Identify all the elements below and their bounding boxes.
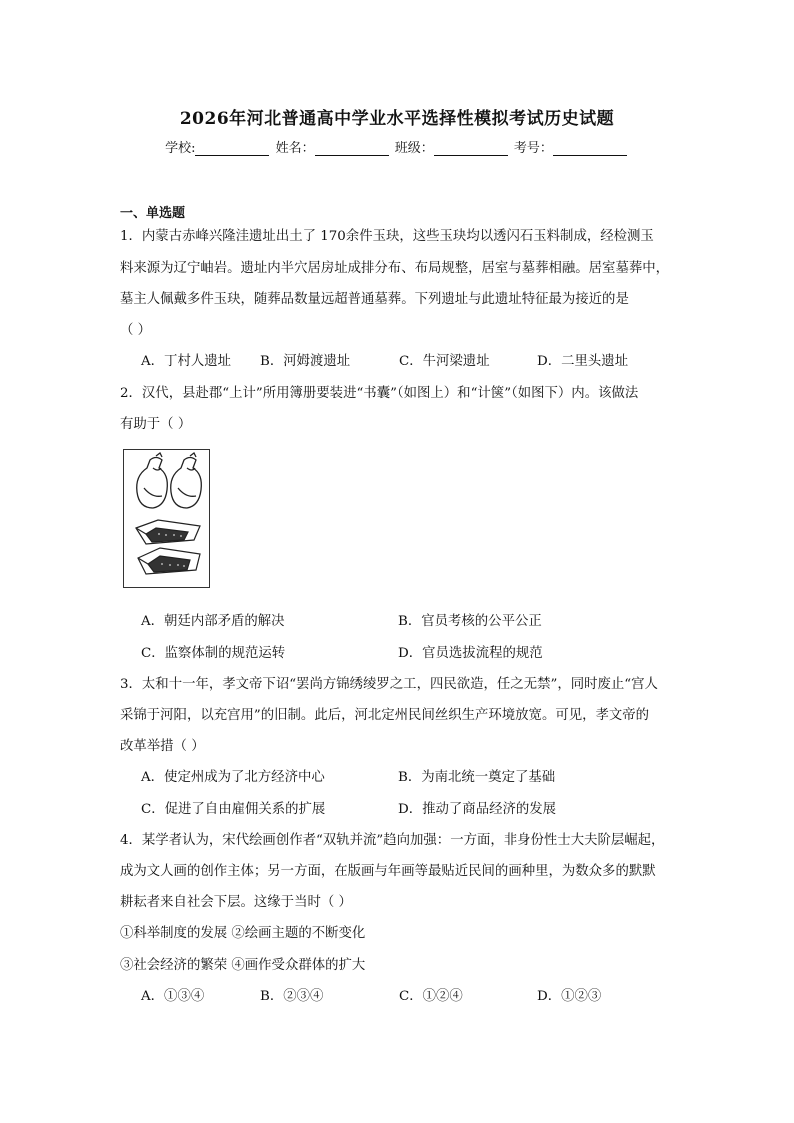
class-label: 班级： xyxy=(394,141,434,156)
q4-option-a: A．①③④ xyxy=(141,989,205,1004)
q3-option-d: D．推动了商品经济的发展 xyxy=(398,802,557,817)
school-label: 学校: xyxy=(165,141,196,156)
exam-no-label: 考号： xyxy=(513,141,553,156)
q4-line-5: ③社会经济的繁荣 ④画作受众群体的扩大 xyxy=(120,958,366,973)
school-blank xyxy=(195,141,269,156)
q4-line-1: 4．某学者认为，宋代绘画创作者“双轨并流”趋向加强：一方面，非身份性士大夫阶层崛起， xyxy=(120,833,665,848)
q3-option-a: A．使定州成为了北方经济中心 xyxy=(141,770,325,785)
q3-option-c: C．促进了自由雇佣关系的扩展 xyxy=(141,802,326,817)
q4-line-2: 成为文人画的创作主体；另一方面，在版画与年画等最贴近民间的画种里，为数众多的默默 xyxy=(120,864,656,879)
q2-option-b: B．官员考核的公平公正 xyxy=(398,614,542,629)
q1-option-a: A．丁村人遗址 xyxy=(141,354,232,369)
q4-option-b: B．②③④ xyxy=(260,989,324,1004)
q1-option-d: D．二里头遗址 xyxy=(537,354,629,369)
q4-option-c: C．①②④ xyxy=(399,989,463,1004)
q4-option-d: D．①②③ xyxy=(537,989,602,1004)
class-blank xyxy=(434,141,508,156)
q4-line-4: ①科举制度的发展 ②绘画主题的不断变化 xyxy=(120,926,366,941)
section-title: 一、单选题 xyxy=(120,206,186,221)
book-bag-figure xyxy=(123,449,210,588)
q1-line-1: 1．内蒙古赤峰兴隆洼遗址出土了 170余件玉玦，这些玉玦均以透闪石玉料制成，经检测玉 xyxy=(120,229,654,244)
q3-line-2: 采锦于河阳，以充宫用”的旧制。此后，河北定州民间丝织生产环境放宽。可见，孝文帝的 xyxy=(120,708,650,723)
book-bag-and-basket-illustration xyxy=(124,450,209,587)
exam-no-blank xyxy=(553,141,627,156)
student-info-row xyxy=(0,137,794,156)
q4-line-3: 耕耘者来自社会下层。这缘于当时（ ） xyxy=(120,895,352,910)
name-blank xyxy=(315,141,389,156)
q1-line-3: 墓主人佩戴多件玉玦，随葬品数量远超普通墓葬。下列遗址与此遗址特征最为接近的是 xyxy=(120,292,629,307)
q2-option-a: A．朝廷内部矛盾的解决 xyxy=(141,614,285,629)
q1-line-2: 料来源为辽宁岫岩。遗址内半穴居房址成排分布、布局规整，居室与墓葬相融。居室墓葬中， xyxy=(120,261,670,276)
q3-line-1: 3．太和十一年，孝文帝下诏“罢尚方锦绣绫罗之工，四民欲造，任之无禁”，同时废止“宫人 xyxy=(120,677,658,692)
name-label: 姓名： xyxy=(275,141,315,156)
q1-line-4: （ ） xyxy=(120,323,152,338)
q2-line-1: 2．汉代，县赴郡“上计”所用簿册要装进“书囊”（如图上）和“计箧”（如图下）内。该做法 xyxy=(120,386,639,401)
page-title: 2026年河北普通高中学业水平选择性模拟考试历史试题 xyxy=(179,109,615,129)
q2-option-c: C．监察体制的规范运转 xyxy=(141,646,286,661)
q2-option-d: D．官员选拔流程的规范 xyxy=(398,646,543,661)
q2-line-2: 有助于（ ） xyxy=(120,417,192,432)
q3-line-3: 改革举措（ ） xyxy=(120,739,205,754)
q3-option-b: B．为南北统一奠定了基础 xyxy=(398,770,556,785)
q1-option-c: C．牛河梁遗址 xyxy=(399,354,490,369)
q1-option-b: B．河姆渡遗址 xyxy=(260,354,351,369)
